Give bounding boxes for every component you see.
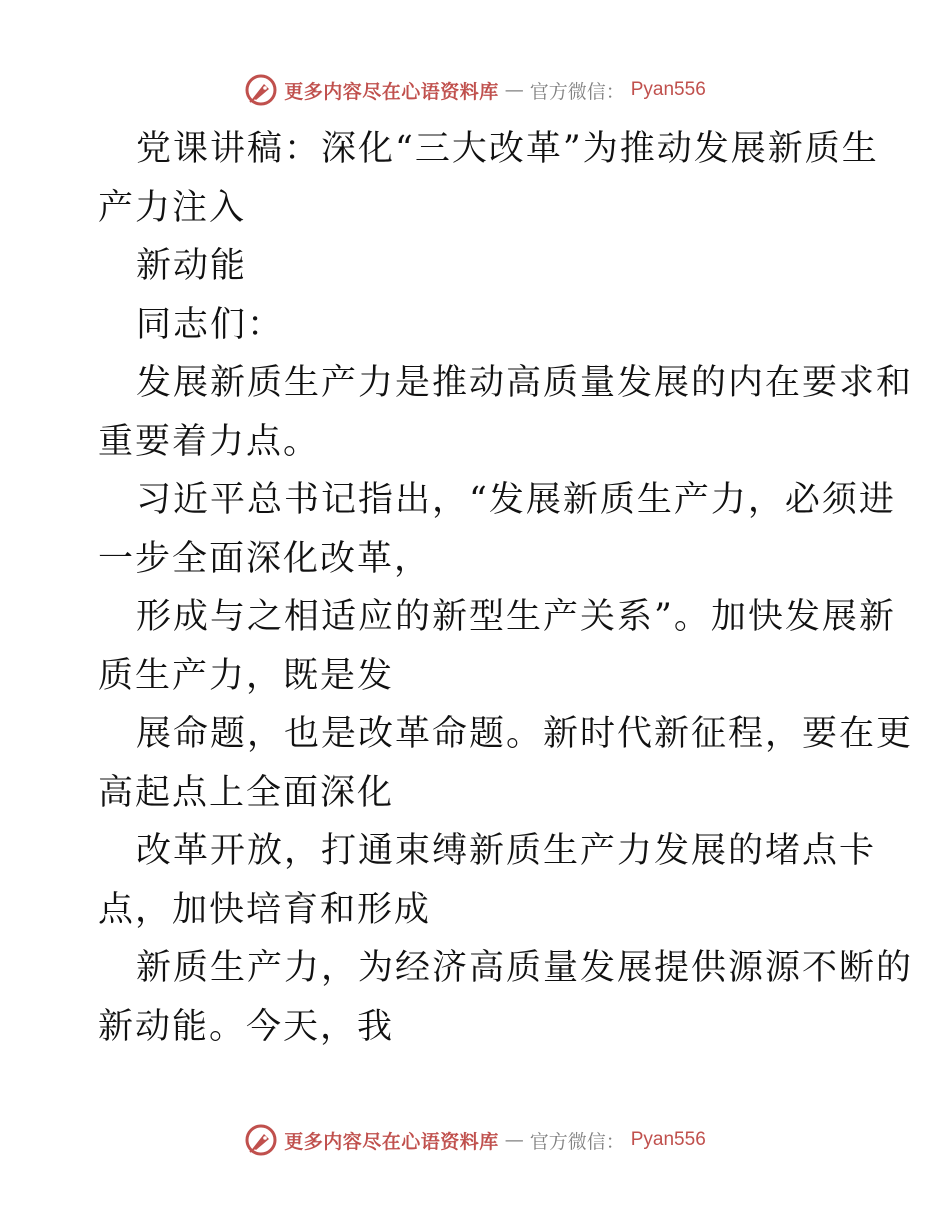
watermark-dash: — bbox=[504, 1129, 524, 1151]
paragraph-line: 新动能。今天，我 bbox=[98, 1006, 395, 1047]
title-line-1: 党课讲稿：深化“三大改革”为推动发展新质生 bbox=[136, 129, 879, 169]
watermark-text: 更多内容尽在心语资料库 bbox=[284, 80, 499, 103]
paragraph-line: 新质生产力，为经济高质量发展提供源源不断的 bbox=[136, 948, 914, 988]
title-line-3: 新动能 bbox=[136, 246, 248, 286]
paragraph-line: 展命题，也是改革命题。新时代新征程，要在更 bbox=[136, 714, 914, 754]
paragraph-line: 习近平总书记指出，“发展新质生产力，必须进 bbox=[136, 480, 896, 520]
paragraph-line: 重要着力点。 bbox=[98, 421, 321, 462]
footer-watermark bbox=[0, 1122, 950, 1158]
document-body bbox=[98, 120, 914, 1056]
title-line-2: 产力注入 bbox=[98, 187, 247, 228]
watermark-wechat-id: Pyan556 bbox=[630, 1129, 706, 1150]
watermark-wechat-id: Pyan556 bbox=[630, 79, 706, 100]
paragraph-line: 质生产力，既是发 bbox=[98, 655, 395, 696]
paragraph-line: 高起点上全面深化 bbox=[98, 772, 395, 813]
watermark-wechat-label: 官方微信： bbox=[529, 80, 625, 103]
pen-nib-logo-icon bbox=[244, 73, 278, 107]
paragraph-line: 改革开放，打通束缚新质生产力发展的堵点卡 bbox=[136, 831, 877, 871]
watermark-text: 更多内容尽在心语资料库 bbox=[284, 1130, 499, 1153]
pen-nib-logo-icon bbox=[244, 1123, 278, 1157]
header-watermark bbox=[0, 72, 950, 108]
paragraph-line: 形成与之相适应的新型生产关系”。加快发展新 bbox=[136, 597, 896, 637]
paragraph-line: 一步全面深化改革， bbox=[98, 538, 432, 579]
paragraph-line: 发展新质生产力是推动高质量发展的内在要求和 bbox=[136, 363, 914, 403]
watermark-dash: — bbox=[504, 79, 524, 101]
paragraph-line: 点，加快培育和形成 bbox=[98, 889, 432, 930]
salutation: 同志们： bbox=[136, 304, 285, 345]
watermark-wechat-label: 官方微信： bbox=[529, 1130, 625, 1153]
